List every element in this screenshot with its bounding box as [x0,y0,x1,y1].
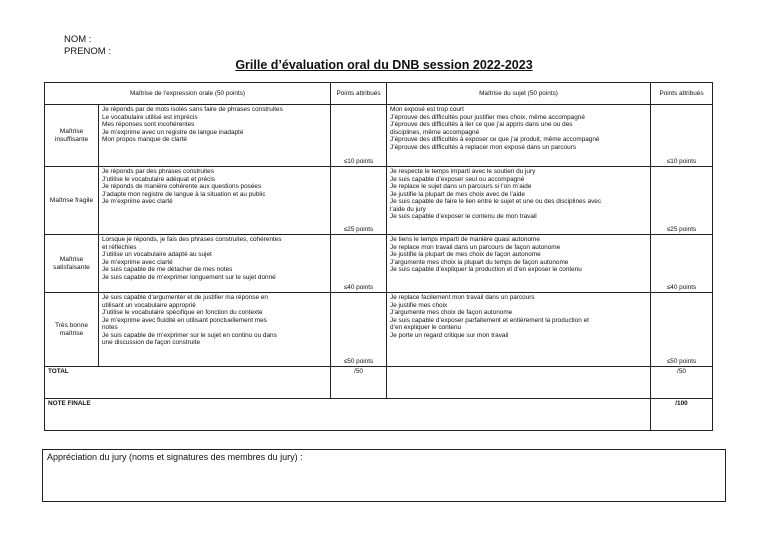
criterion-line: J’éprouve des difficultés à lier ce que j’ai appris dans une ou des [390,121,573,128]
criterion-line: Je suis capable de me détacher de mes notes [102,266,233,273]
final-label: NOTE FINALE [45,399,651,431]
points-expression: ≤25 points [331,167,387,235]
criterion-line: Je tiens le temps imparti de manière quasi autonome [390,236,540,243]
grid-row [45,235,713,293]
criterion-line: Je replace mon travail dans un parcours de façon autonome [390,243,561,251]
criterion-line: Je suis capable de m’exprimer sur le sujet en continu ou dans [102,331,277,339]
criterion-line: J’argumente mes choix de façon autonome [390,309,513,316]
total-row [45,367,713,399]
header-points-1: Points attribués [331,83,387,105]
sujet-criteria [387,293,651,367]
criterion-line: Je réponds par de mots isolés sans faire de phrases construites [102,106,283,113]
criterion-line: Je suis capable de m’exprimer longuement sur le sujet donné [102,273,276,281]
total-sujet: /50 [651,367,713,399]
criterion-line: notes [102,324,118,331]
total-label: TOTAL [45,367,331,399]
nom-label: NOM : [64,34,92,45]
grid-rows [45,105,713,367]
criterion-line: J’éprouve des difficultés à replacer mon exposé dans un parcours [390,143,577,151]
level-cell: Maîtrise fragile [45,167,99,235]
expression-criteria [99,167,331,235]
final-value: /100 [651,399,713,431]
header-expression: Maîtrise de l’expression orale (50 points) [45,83,331,105]
criterion-line: Je m’exprime avec un registre de langue inadapté [102,128,244,136]
grid-row [45,167,713,235]
grid-row [45,105,713,167]
expression-criteria [99,293,331,367]
points-expression: ≤50 points [331,293,387,367]
sujet-criteria [387,167,651,235]
jury-appreciation-box[interactable] [42,449,726,502]
criterion-line: disciplines, même accompagné [390,128,480,136]
sujet-criteria [387,235,651,293]
criterion-line: J’éprouve des difficultés pour justifier mes choix, même accompagné [390,113,585,121]
student-identity [64,34,111,58]
points-sujet: ≤25 points [651,167,713,235]
expression-criteria [99,105,331,167]
criterion-line: Je m’exprime avec clarté [102,198,173,205]
final-row [45,399,713,431]
criterion-line: J’utilise le vocabulaire adéquat et précis [102,175,215,183]
criterion-line: J’argumente mes choix la plupart du temps de façon autonome [390,258,569,266]
criterion-line: Je m’exprime avec clarté [102,258,173,266]
sujet-criteria [387,105,651,167]
criterion-line: utilisant un vocabulaire approprié [102,301,196,309]
level-cell: Très bonne maîtrise [45,293,99,367]
criterion-line: Je replace facilement mon travail dans un parcours [390,294,535,301]
level-cell: Maîtrise satisfaisante [45,235,99,293]
criterion-line: l’aide du jury [390,205,426,213]
criterion-line: Je suis capable d’expliquer la production et d’en exposer le contenu [390,266,582,273]
criterion-line: Je m’exprime avec fluidité en utilisant ponctuellement mes [102,316,267,324]
points-sujet: ≤10 points [651,105,713,167]
criterion-line: J’adapte mon registre de langue à la situation et au public [102,190,266,198]
criterion-line: Lorsque je réponds, je fais des phrases construites, cohérentes [102,236,282,243]
grid-header-row [45,83,713,105]
criterion-line: Je réponds par des phrases construites [102,168,214,175]
evaluation-grid [44,82,713,431]
header-sujet: Maîtrise du sujet (50 points) [387,83,651,105]
criterion-line: Je respecte le temps imparti avec le soutien du jury [390,168,536,175]
criterion-line: Le vocabulaire utilisé est imprécis [102,113,198,121]
criterion-line: Mon propos manque de clarté [102,136,187,143]
criterion-line: Je porte un regard critique sur mon travail [390,331,509,339]
prenom-label: PRENOM : [64,46,111,57]
criterion-line: Je justifie la plupart de mes choix avec de l’aide [390,190,525,198]
criterion-line: Je suis capable d’exposer seul ou accompagné [390,175,525,183]
criterion-line: Je réponds de manière cohérente aux questions posées [102,183,262,190]
points-sujet: ≤40 points [651,235,713,293]
criterion-line: Je suis capable d’exposer parfaitement et entièrement la production et [390,316,589,324]
criterion-line: Je replace le sujet dans un parcours si l’on m’aide [390,183,532,190]
jury-label: Appréciation du jury (noms et signatures des membres du jury) : [47,452,303,462]
criterion-line: Je suis capable de faire le lien entre le sujet et une ou des disciplines avec [390,198,602,205]
criterion-line: d’en expliquer le contenu [390,324,462,331]
criterion-line: Je suis capable d’argumenter et de justifier ma réponse en [102,294,268,301]
total-empty-cell [387,367,651,399]
grid-row [45,293,713,367]
header-points-2: Points attribués [651,83,713,105]
level-cell: Maîtrise insuffisante [45,105,99,167]
criterion-line: Je justifie mes choix [390,301,448,309]
points-sujet: ≤50 points [651,293,713,367]
criterion-line: Je suis capable d’exposer le contenu de mon travail [390,213,537,220]
criterion-line: et réfléchies [102,243,137,251]
criterion-line: une discussion de façon construite [102,339,201,346]
expression-criteria [99,235,331,293]
points-expression: ≤10 points [331,105,387,167]
page-title: Grille d’évaluation oral du DNB session 2022-2023 [235,58,533,72]
criterion-line: J’éprouve des difficultés à exposer ce que j’ai produit, même accompagné [390,136,600,143]
criterion-line: Mes réponses sont incohérentes [102,121,195,128]
points-expression: ≤40 points [331,235,387,293]
criterion-line: Mon exposé est trop court [390,106,464,113]
criterion-line: Je justifie la plupart de mes choix de façon autonome [390,251,541,258]
criterion-line: J’utilise un vocabulaire adapté au sujet [102,251,212,258]
total-expression: /50 [331,367,387,399]
criterion-line: J’utilise le vocabulaire spécifique en fonction du contexte [102,309,263,316]
